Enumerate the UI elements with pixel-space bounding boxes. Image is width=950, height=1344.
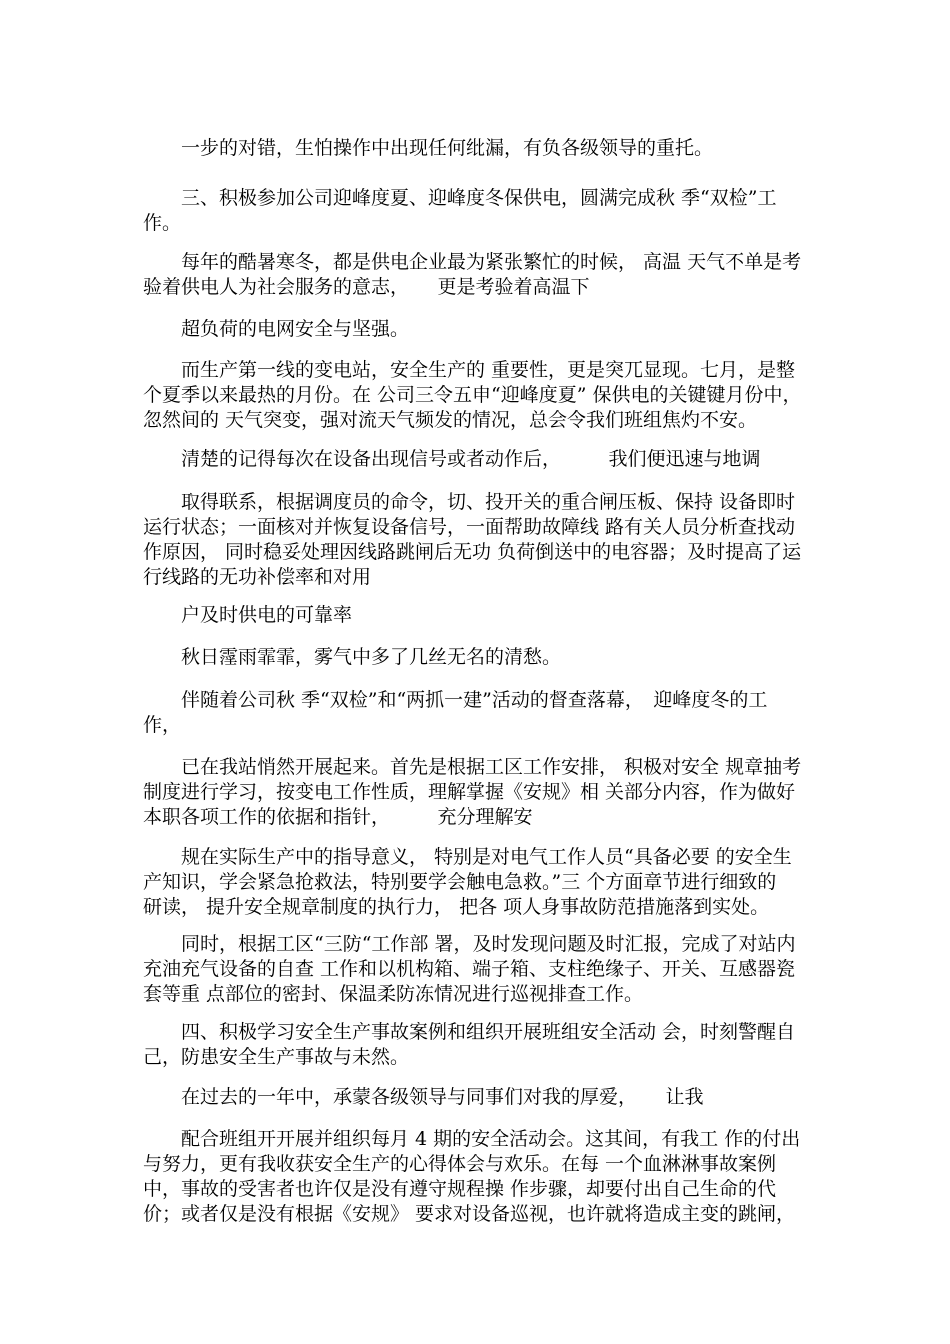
paragraph-6 — [143, 447, 808, 472]
paragraph-7 — [143, 490, 808, 590]
text-line: 取得联系，根据调度员的命令，切、投开关的重合闸压板、保持 设备即时 — [181, 491, 796, 513]
text-line: 已在我站悄然开展起来。首先是根据工区工作安排， 积极对安全 规章抽考 — [181, 756, 802, 778]
text-line: 作原因， 同时稳妥处理因线路跳闸后无功 负荷倒送中的电容器；及时提高了运 — [143, 541, 802, 563]
paragraph-1 — [143, 136, 808, 161]
text-line: 中，事故的受害者也许仅是没有遵守规程操 作步骤，却要付出自己生命的代 — [143, 1178, 777, 1200]
paragraph-16 — [143, 1127, 808, 1227]
text-line: 忽然间的 天气突变，强对流天气频发的情况，总会令我们班组焦灼不安。 — [143, 409, 758, 431]
text-line: 规在实际生产中的指导意义， 特别是对电气工作人员“具备必要 的安全生 — [181, 846, 792, 868]
paragraph-9 — [143, 645, 808, 670]
paragraph-15 — [143, 1085, 808, 1110]
text-line: 秋日霪雨霏霏，雾气中多了几丝无名的清愁。 — [181, 646, 562, 668]
paragraph-10 — [143, 688, 808, 738]
text-line: 而生产第一线的变电站，安全生产的 重要性，更是突兀显现。七月，是整 — [181, 359, 796, 381]
text-line: 每年的酷暑寒冬，都是供电企业最为紧张繁忙的时候， 高温 天气不单是考 — [181, 251, 802, 273]
text-line: 作， — [143, 714, 182, 736]
text-line: 作。 — [143, 212, 182, 234]
text-line: 个夏季以来最热的月份。在 公司三令五申“迎峰度夏” 保供电的关键键月份中， — [143, 384, 802, 406]
text-line: 充油充气设备的自查 工作和以机构箱、端子箱、支柱绝缘子、开关、互感器瓷 — [143, 958, 796, 980]
text-line: 研读， 提升安全规章制度的执行力， 把各 项人身事故防范措施落到实处。 — [143, 896, 770, 918]
text-line: 超负荷的电网安全与坚强。 — [181, 318, 410, 340]
text-line: 制度进行学习，按变电工作性质，理解掌握《安规》相 关部分内容，作为做好 — [143, 781, 796, 803]
paragraph-13 — [143, 932, 808, 1007]
text-line: 己，防患安全生产事故与未然。 — [143, 1046, 410, 1068]
text-line: 同时，根据工区“三防“工作部 署，及时发现问题及时汇报，完成了对站内 — [181, 933, 796, 955]
paragraph-3 — [143, 250, 808, 300]
text-line: 产知识，学会紧急抢救法，特别要学会触电急救。”三 个方面章节进行细致的 — [143, 871, 777, 893]
paragraph-14 — [143, 1020, 808, 1070]
paragraph-8 — [143, 603, 808, 628]
text-line: 与努力，更有我收获安全生产的心得体会与欢乐。在每 一个血淋淋事故案例 — [143, 1153, 777, 1175]
text-line: 验着供电人为社会服务的意志， 更是考验着高温下 — [143, 276, 590, 298]
text-line: 一步的对错，生怕操作中出现任何纰漏，有负各级领导的重托。 — [181, 137, 714, 159]
text-line: 行线路的无功补偿率和对用 — [143, 566, 372, 588]
text-line: 配合班组开开展并组织每月 4 期的安全活动会。这其间，有我工 作的付出 — [181, 1128, 801, 1150]
text-line: 伴随着公司秋 季“双检”和“两抓一建”活动的督查落幕， 迎峰度冬的工 — [181, 689, 768, 711]
text-line: 清楚的记得每次在设备出现信号或者动作后， 我们便迅速与地调 — [181, 448, 761, 470]
text-line: 本职各项工作的依据和指针， 充分理解安 — [143, 806, 533, 828]
paragraph-12 — [143, 845, 808, 920]
paragraph-11 — [143, 755, 808, 830]
text-line: 四、积极学习安全生产事故案例和组织开展班组安全活动 会，时刻警醒自 — [181, 1021, 796, 1043]
paragraph-4 — [143, 317, 808, 342]
text-line: 三、积极参加公司迎峰度夏、迎峰度冬保供电，圆满完成秋 季“双检”工 — [181, 187, 777, 209]
text-line: 套等重 点部位的密封、保温柔防冻情况进行巡视排查工作。 — [143, 983, 644, 1005]
text-line: 户及时供电的可靠率 — [181, 604, 353, 626]
paragraph-5 — [143, 358, 808, 433]
text-line: 运行状态；一面核对并恢复设备信号，一面帮助故障线 路有关人员分析查找动 — [143, 516, 796, 538]
text-line: 价；或者仅是没有根据《安规》 要求对设备巡视，也许就将造成主变的跳闸， — [143, 1203, 796, 1225]
text-line: 在过去的一年中，承蒙各级领导与同事们对我的厚爱， 让我 — [181, 1086, 704, 1108]
paragraph-2 — [143, 186, 808, 236]
